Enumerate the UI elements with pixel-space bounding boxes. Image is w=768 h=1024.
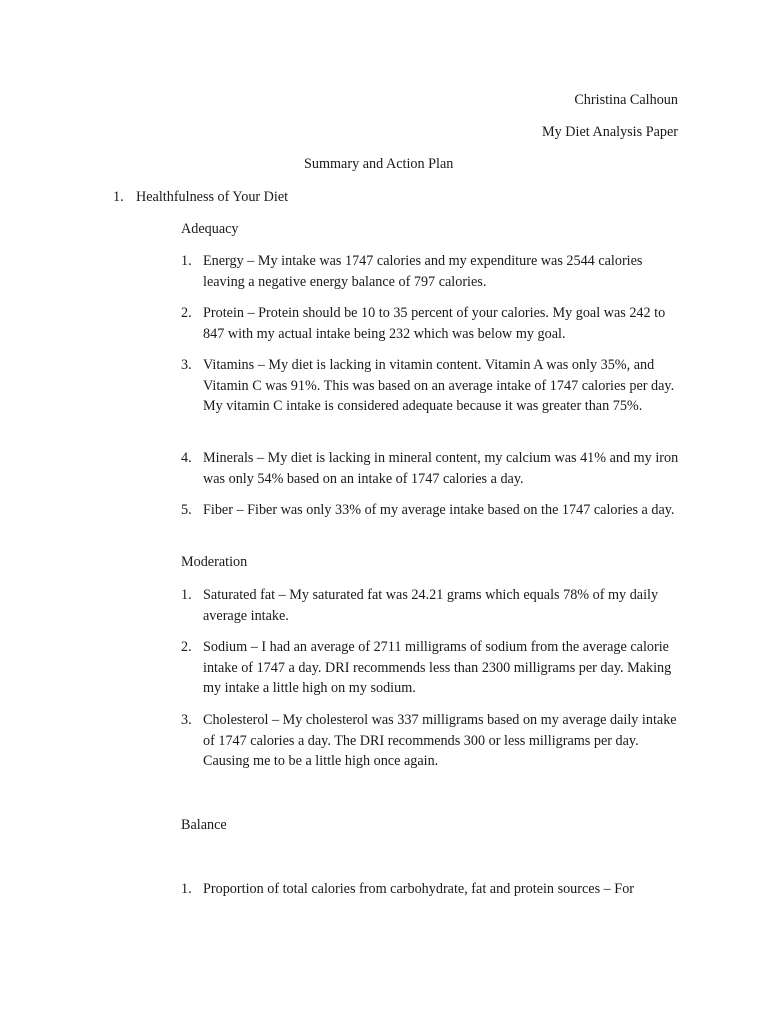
moderation-item-sodium (181, 637, 681, 699)
item-number: 5. (181, 502, 192, 518)
item-number: 2. (181, 305, 192, 321)
item-number: 3. (181, 712, 192, 728)
section-number: 1. (113, 189, 124, 205)
item-number: 2. (181, 639, 192, 655)
moderation-item-cholesterol (181, 710, 681, 772)
item-text: Vitamins – My diet is lacking in vitamin content. Vitamin A was only 35%, and Vitamin C was 91%. This was based on an average intake of 1747 calories per day. My vitamin C intake is considered adequate because it was greater than 75%. (203, 357, 675, 414)
balance-heading: Balance (181, 817, 227, 833)
item-text: Protein – Protein should be 10 to 35 percent of your calories. My goal was 242 to 847 with my actual intake being 232 which was below my goal. (203, 305, 666, 342)
section-title: Healthfulness of Your Diet (136, 189, 289, 205)
item-number: 1. (181, 587, 192, 603)
item-number: 4. (181, 450, 192, 466)
item-text: Proportion of total calories from carbohydrate, fat and protein sources – For (203, 881, 635, 897)
adequacy-item-minerals (181, 448, 681, 489)
adequacy-item-fiber (181, 500, 681, 521)
item-number: 1. (181, 253, 192, 269)
paper-title: My Diet Analysis Paper (542, 124, 678, 140)
item-text: Energy – My intake was 1747 calories and my expenditure was 2544 calories leaving a negative energy balance of 797 calories. (203, 253, 643, 290)
section-heading (113, 187, 288, 208)
balance-item-proportion (181, 879, 681, 900)
item-text: Sodium – I had an average of 2711 milligrams of sodium from the average calorie intake of 1747 a day. DRI recommends less than 2300 milligrams per day. Making my intake a little high on my sodium. (203, 639, 672, 696)
adequacy-heading: Adequacy (181, 221, 239, 237)
item-number: 1. (181, 881, 192, 897)
moderation-item-saturated-fat (181, 585, 681, 626)
item-text: Minerals – My diet is lacking in mineral content, my calcium was 41% and my iron was only 54% based on an intake of 1747 calories a day. (203, 450, 679, 487)
author-name: Christina Calhoun (574, 92, 678, 108)
item-text: Saturated fat – My saturated fat was 24.21 grams which equals 78% of my daily average intake. (203, 587, 659, 624)
adequacy-item-protein (181, 303, 681, 344)
moderation-heading: Moderation (181, 554, 248, 570)
adequacy-item-energy (181, 251, 681, 292)
adequacy-item-vitamins (181, 355, 681, 417)
item-text: Cholesterol – My cholesterol was 337 milligrams based on my average daily intake of 1747 calories a day. The DRI recommends 300 or less milligrams per day. Causing me to be a little high once again. (203, 712, 677, 769)
summary-title: Summary and Action Plan (304, 156, 454, 172)
item-text: Fiber – Fiber was only 33% of my average intake based on the 1747 calories a day. (203, 502, 675, 518)
item-number: 3. (181, 357, 192, 373)
